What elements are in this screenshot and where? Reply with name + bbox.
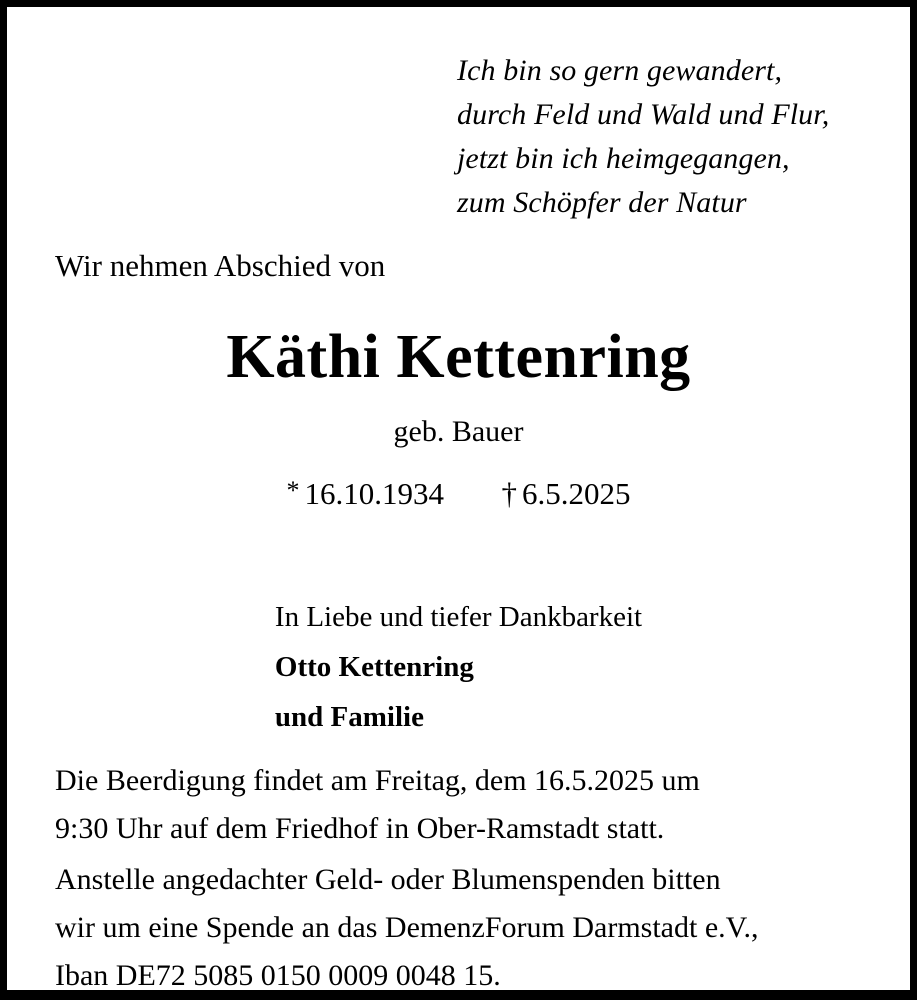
birth-star-icon: * [286, 476, 300, 505]
funeral-line-2: 9:30 Uhr auf dem Friedhof in Ober-Ramstadt statt. [55, 812, 665, 845]
birth-date: 16.10.1934 [304, 476, 444, 511]
memorial-verse [457, 49, 829, 225]
mourners-block [7, 592, 910, 742]
verse-line-1: Ich bin so gern gewandert, [457, 54, 783, 87]
death-date: 6.5.2025 [522, 476, 631, 511]
birth-date-group [287, 476, 445, 511]
donation-line-2: wir um eine Spende an das DemenzForum Darmstadt e.V., [55, 911, 759, 944]
verse-line-3: jetzt bin ich heimgegangen, [457, 142, 790, 175]
cross-dagger-icon: † [501, 476, 517, 511]
donation-line-1: Anstelle angedachter Geld- oder Blumenspenden bitten [55, 863, 721, 896]
funeral-line-1: Die Beerdigung findet am Freitag, dem 16.5.2025 um [55, 764, 700, 797]
life-dates [7, 472, 910, 513]
farewell-text: Wir nehmen Abschied von [55, 248, 386, 283]
verse-line-2: durch Feld und Wald und Flur, [457, 98, 830, 131]
donation-paragraph [55, 856, 873, 1000]
donation-line-3: Iban DE72 5085 0150 0009 0048 15. [55, 959, 501, 992]
notice-content [7, 7, 910, 990]
mourners-intro: In Liebe und tiefer Dankbarkeit [274, 601, 643, 633]
deceased-maiden-name: geb. Bauer [393, 415, 524, 448]
death-date-group [502, 476, 631, 511]
deceased-name: Käthi Kettenring [226, 323, 691, 391]
mourners-inner [275, 592, 642, 742]
mourner-name-2: und Familie [274, 701, 424, 733]
funeral-details-paragraph [55, 757, 873, 853]
verse-line-4: zum Schöpfer der Natur [457, 186, 747, 219]
mourner-name-1: Otto Kettenring [274, 651, 474, 683]
